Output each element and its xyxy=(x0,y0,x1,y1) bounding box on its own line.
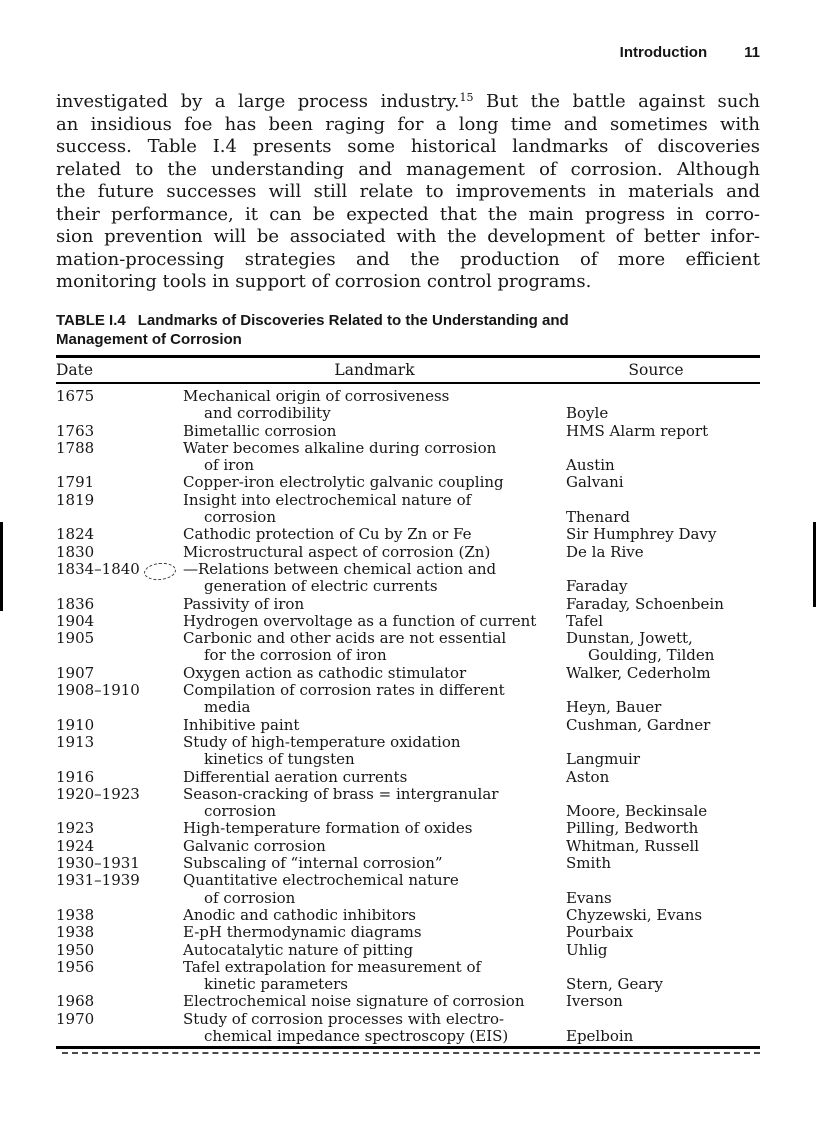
cell-landmark: Anodic and cathodic inhibitors xyxy=(183,905,416,924)
cell-landmark: for the corrosion of iron xyxy=(204,646,387,665)
cell-source: Pilling, Bedworth xyxy=(566,819,699,838)
cell-source: Smith xyxy=(566,854,611,873)
table-row xyxy=(56,561,760,578)
paragraph-line xyxy=(56,249,760,272)
text-segment: sion prevention will be associated with the development of better infor- xyxy=(56,226,760,247)
cell-source: Pourbaix xyxy=(566,923,634,942)
table-row xyxy=(56,544,760,561)
cell-landmark: Inhibitive paint xyxy=(183,715,300,734)
cell-source: Dunstan, Jowett, xyxy=(566,629,693,648)
cell-source: Evans xyxy=(566,888,612,907)
table-title xyxy=(56,312,760,349)
table-row xyxy=(56,613,760,630)
cell-source: Sir Humphrey Davy xyxy=(566,525,717,544)
cell-landmark: Quantitative electrochemical nature xyxy=(183,871,459,890)
table-row xyxy=(56,388,760,405)
cell-source: Faraday xyxy=(566,577,628,596)
text-segment: their performance, it can be expected that the main progress in corro- xyxy=(56,203,760,225)
table-row xyxy=(56,509,760,526)
text-segment: an insidious foe has been raging for a long time and sometimes with xyxy=(56,113,760,135)
table-title-line2: Management of Corrosion xyxy=(56,330,242,348)
cell-landmark: High-temperature formation of oxides xyxy=(183,819,473,838)
cell-source: Goulding, Tilden xyxy=(588,646,715,665)
table-row xyxy=(56,855,760,872)
table-row xyxy=(56,786,760,803)
table-row xyxy=(56,924,760,941)
paragraph-line xyxy=(56,181,760,204)
table-row xyxy=(56,699,760,716)
cell-date: 1910 xyxy=(56,715,95,734)
cell-landmark: chemical impedance spectroscopy (EIS) xyxy=(204,1026,509,1045)
table-body xyxy=(56,388,760,1045)
cell-source: Moore, Beckinsale xyxy=(566,802,708,821)
body-paragraph xyxy=(56,87,760,294)
cell-date: 1956 xyxy=(56,957,95,976)
table-row xyxy=(56,734,760,751)
cell-source: Epelboin xyxy=(566,1026,634,1045)
text-segment: But the battle against such xyxy=(473,91,760,112)
table-row xyxy=(56,717,760,734)
table-row xyxy=(56,665,760,682)
cell-date: 1920–1923 xyxy=(56,784,140,803)
table-row xyxy=(56,942,760,959)
table-row xyxy=(56,526,760,543)
table-row xyxy=(56,647,760,664)
cell-date: 1788 xyxy=(56,438,95,457)
cell-landmark: of corrosion xyxy=(204,888,296,907)
cell-date: 1904 xyxy=(56,611,95,630)
cell-landmark: corrosion xyxy=(204,802,276,821)
paragraph-line xyxy=(56,204,760,227)
running-header-section: Introduction xyxy=(619,44,708,61)
table-row xyxy=(56,959,760,976)
cell-date: 1930–1931 xyxy=(56,854,140,873)
cell-date: 1819 xyxy=(56,490,95,509)
table-title-text: Landmarks of Discoveries Related to the Understanding and xyxy=(137,312,569,329)
cell-landmark: Bimetallic corrosion xyxy=(183,421,337,440)
table-row xyxy=(56,440,760,457)
cell-source: Galvani xyxy=(566,473,624,492)
table-row xyxy=(56,820,760,837)
cell-date: 1907 xyxy=(56,663,95,682)
table-row xyxy=(56,993,760,1010)
text-segment: success. Table I.4 presents some historical landmarks of discoveries xyxy=(56,136,760,157)
cell-source: Austin xyxy=(566,456,615,475)
table-row xyxy=(56,457,760,474)
cell-date: 1950 xyxy=(56,940,95,959)
cell-source: Thenard xyxy=(566,508,630,527)
table-row xyxy=(56,838,760,855)
cell-landmark: Compilation of corrosion rates in different xyxy=(183,681,505,700)
cell-date: 1905 xyxy=(56,629,95,648)
cell-source: Tafel xyxy=(566,611,604,630)
cell-source: Aston xyxy=(566,767,610,786)
table-bottom-rule xyxy=(56,1046,760,1049)
cell-source: Walker, Cederholm xyxy=(566,663,711,682)
table-row xyxy=(56,872,760,889)
cell-landmark: Subscaling of “internal corrosion” xyxy=(183,854,443,873)
cell-date: 1830 xyxy=(56,542,95,561)
cell-source: Whitman, Russell xyxy=(566,836,700,855)
cell-source: Cushman, Gardner xyxy=(566,715,711,734)
cell-landmark: Tafel extrapolation for measurement of xyxy=(183,957,482,976)
cell-landmark: Copper-iron electrolytic galvanic coupling xyxy=(183,473,504,492)
cell-source: Langmuir xyxy=(566,750,641,769)
margin-mark-left xyxy=(0,522,3,611)
cell-landmark: media xyxy=(204,698,251,717)
page-number: 11 xyxy=(744,44,760,61)
cell-source: Heyn, Bauer xyxy=(566,698,662,717)
text-segment: mation-processing strategies and the production of more efficient xyxy=(56,248,760,270)
cell-date: 1931–1939 xyxy=(56,871,140,890)
paragraph-line xyxy=(56,87,760,114)
cell-date: 1908–1910 xyxy=(56,681,140,700)
footnote-reference: 15 xyxy=(459,91,474,104)
cell-date: 1924 xyxy=(56,836,95,855)
cell-source: Uhlig xyxy=(566,940,608,959)
cell-landmark: Oxygen action as cathodic stimulator xyxy=(183,663,467,682)
table-row xyxy=(56,1028,760,1045)
cell-landmark: Carbonic and other acids are not essential xyxy=(183,629,507,648)
cell-landmark: Cathodic protection of Cu by Zn or Fe xyxy=(183,525,472,544)
table-row xyxy=(56,1011,760,1028)
cell-landmark: E-pH thermodynamic diagrams xyxy=(183,923,422,942)
table-row xyxy=(56,492,760,509)
cell-source: Chyzewski, Evans xyxy=(566,905,703,924)
text-segment: the future successes will still relate to improvements in materials and xyxy=(56,181,760,202)
table-row xyxy=(56,630,760,647)
table-row xyxy=(56,890,760,907)
table-row xyxy=(56,803,760,820)
table-row xyxy=(56,423,760,440)
cell-date: 1913 xyxy=(56,732,95,751)
column-header-date: Date xyxy=(56,361,94,379)
cell-landmark: Mechanical origin of corrosiveness xyxy=(183,387,450,405)
cell-date: 1968 xyxy=(56,992,95,1011)
cell-landmark: Hydrogen overvoltage as a function of current xyxy=(183,611,537,630)
table-row xyxy=(56,474,760,491)
cell-landmark: Season-cracking of brass = intergranular xyxy=(183,784,499,803)
column-header-landmark: Landmark xyxy=(334,361,415,379)
cell-landmark: Study of corrosion processes with electro- xyxy=(183,1009,505,1028)
cell-landmark: Electrochemical noise signature of corrosion xyxy=(183,992,525,1011)
cell-date: 1763 xyxy=(56,421,95,440)
cell-landmark: Study of high-temperature oxidation xyxy=(183,732,461,751)
table-row xyxy=(56,907,760,924)
cell-landmark: of iron xyxy=(204,456,255,475)
cell-date: 1824 xyxy=(56,525,95,544)
cell-landmark: Passivity of iron xyxy=(183,594,305,613)
paragraph-line xyxy=(56,114,760,137)
paragraph-line xyxy=(56,136,760,159)
cell-source: Stern, Geary xyxy=(566,975,663,994)
paragraph-line xyxy=(56,226,760,249)
table-header-rule xyxy=(56,382,760,384)
scan-dashed-line xyxy=(62,1052,760,1054)
cell-source: Iverson xyxy=(566,992,623,1011)
cell-landmark: Differential aeration currents xyxy=(183,767,408,786)
cell-landmark: Water becomes alkaline during corrosion xyxy=(183,438,497,457)
cell-landmark: and corrodibility xyxy=(204,404,331,423)
table-row xyxy=(56,769,760,786)
text-segment: investigated by a large process industry. xyxy=(56,91,460,112)
cell-date: 1834–1840 xyxy=(56,559,140,578)
cell-date: 1916 xyxy=(56,767,95,786)
cell-landmark: Autocatalytic nature of pitting xyxy=(183,940,414,959)
table-number-label: TABLE I.4 xyxy=(56,312,126,329)
cell-source: HMS Alarm report xyxy=(566,421,709,440)
cell-date: 1836 xyxy=(56,594,95,613)
cell-date: 1938 xyxy=(56,923,95,942)
cell-landmark: Galvanic corrosion xyxy=(183,836,326,855)
table-row xyxy=(56,751,760,768)
column-header-source: Source xyxy=(628,361,684,379)
cell-landmark: kinetics of tungsten xyxy=(204,750,355,769)
cell-date: 1923 xyxy=(56,819,95,838)
cell-landmark: —Relations between chemical action and xyxy=(183,559,497,578)
table-header-row xyxy=(56,361,760,381)
cell-date: 1791 xyxy=(56,473,95,492)
cell-landmark: corrosion xyxy=(204,508,276,527)
table-top-rule xyxy=(56,355,760,358)
text-segment: monitoring tools in support of corrosion control programs. xyxy=(56,271,592,292)
cell-landmark: generation of electric currents xyxy=(204,577,438,596)
cell-landmark: kinetic parameters xyxy=(204,975,348,994)
text-segment: related to the understanding and management of corrosion. Although xyxy=(56,158,760,180)
cell-source: Faraday, Schoenbein xyxy=(566,594,724,613)
cell-date: 1675 xyxy=(56,387,95,405)
cell-source: Boyle xyxy=(566,404,609,423)
table-row xyxy=(56,578,760,595)
table-row xyxy=(56,405,760,422)
cell-landmark: Microstructural aspect of corrosion (Zn) xyxy=(183,542,491,561)
table-title-line1 xyxy=(56,312,760,331)
running-header xyxy=(56,44,760,61)
cell-date: 1938 xyxy=(56,905,95,924)
table-row xyxy=(56,682,760,699)
cell-landmark: Insight into electrochemical nature of xyxy=(183,490,472,509)
cell-date: 1970 xyxy=(56,1009,95,1028)
paragraph-line xyxy=(56,159,760,182)
table-row xyxy=(56,596,760,613)
table-row xyxy=(56,976,760,993)
cell-source: De la Rive xyxy=(566,542,644,561)
paragraph-line xyxy=(56,271,760,294)
